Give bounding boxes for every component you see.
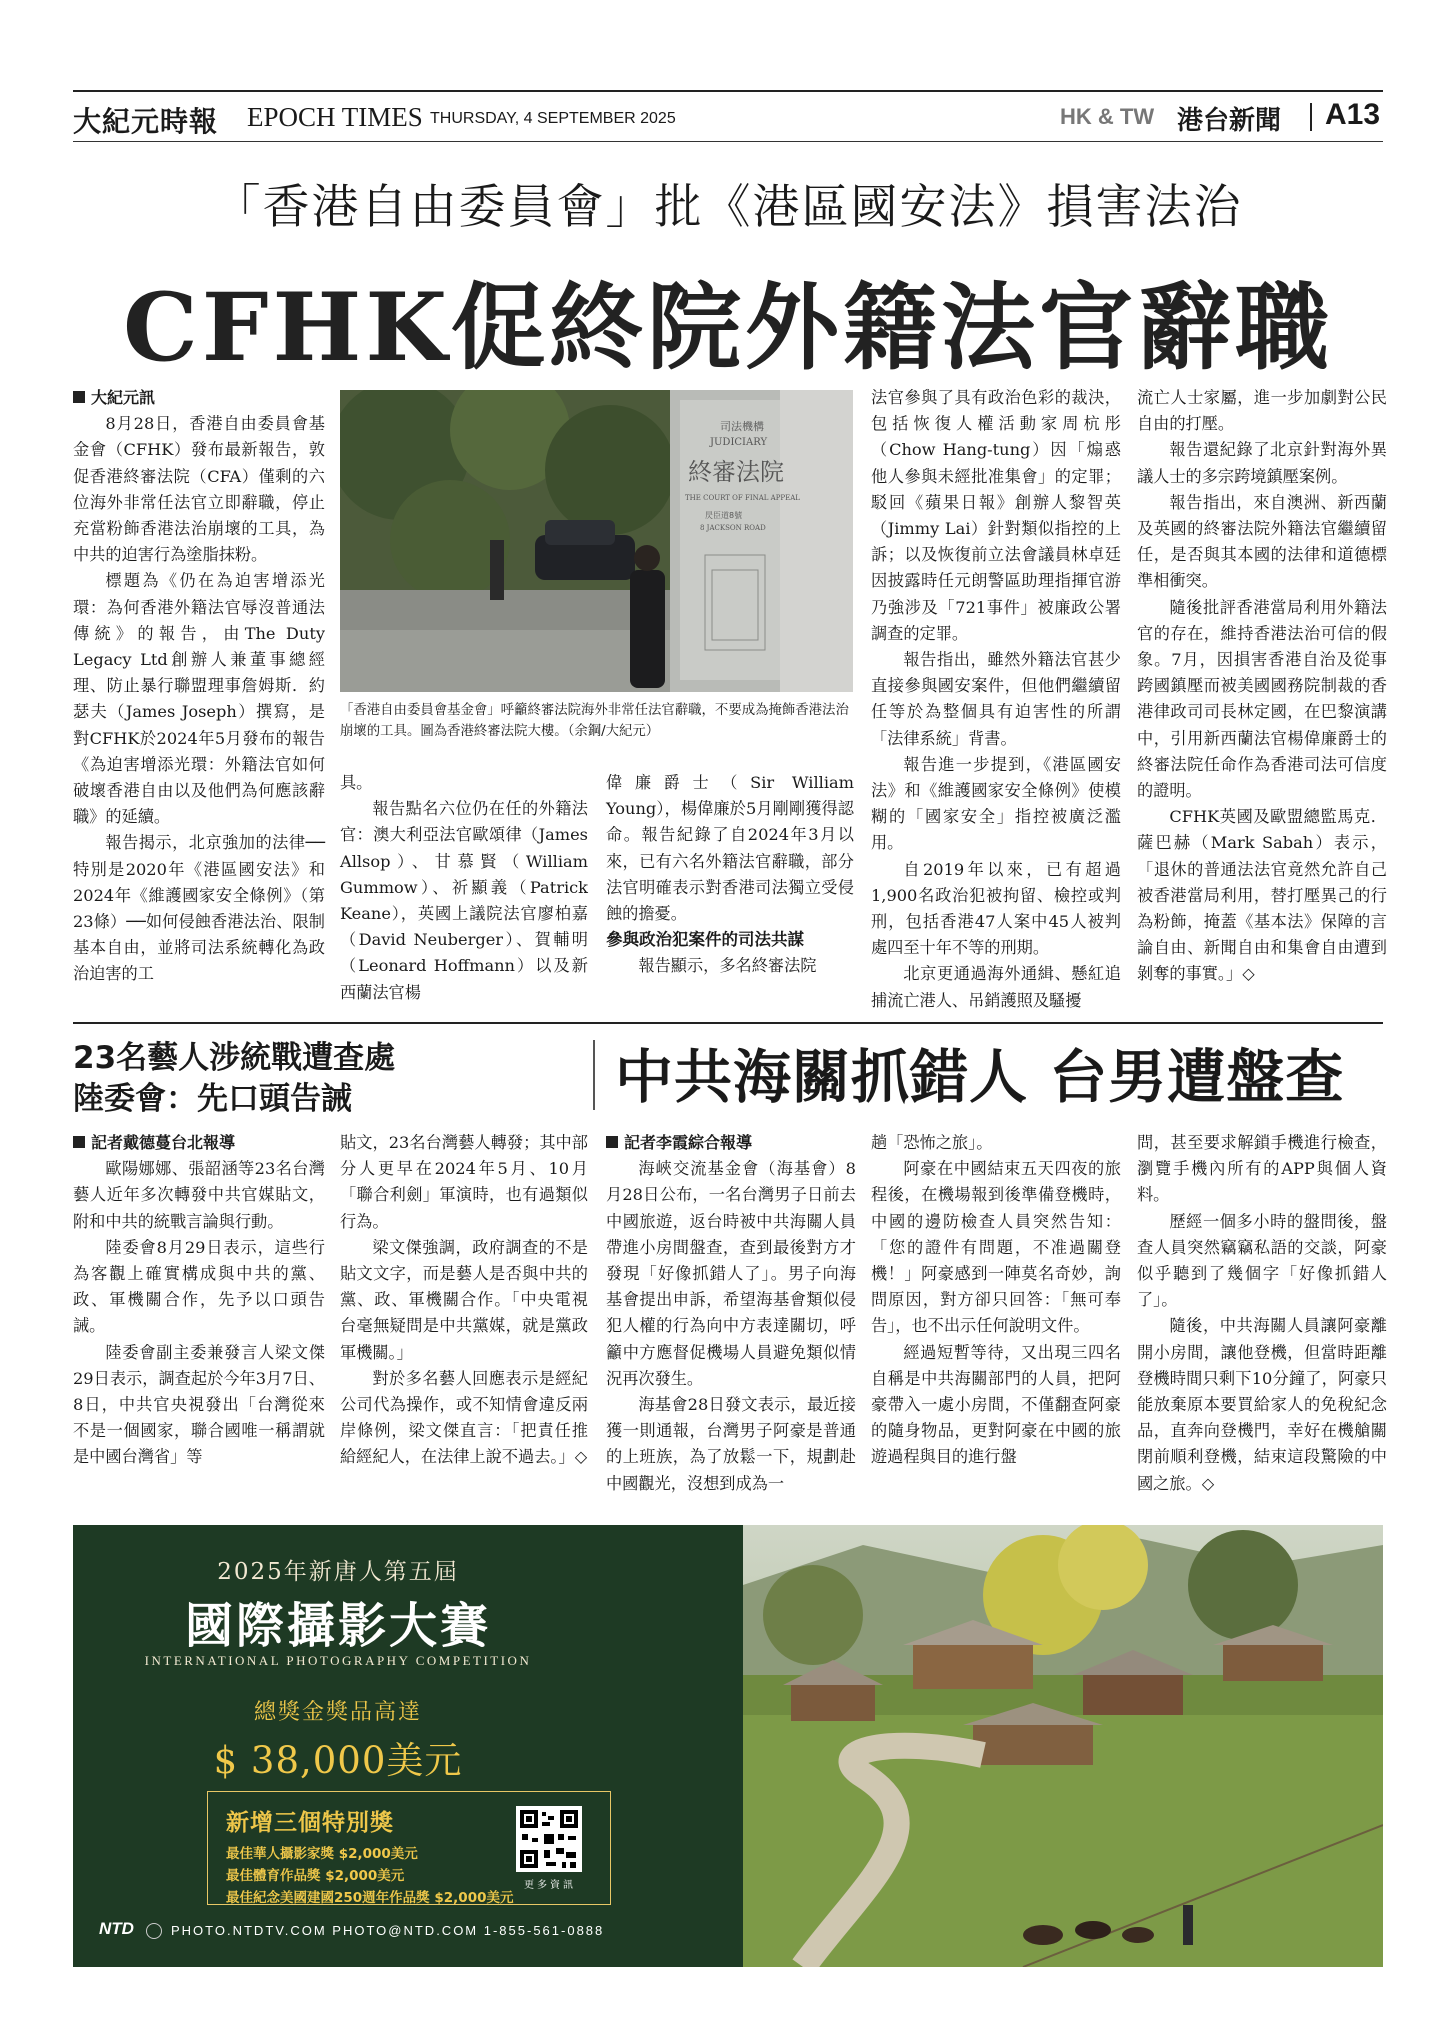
page-number: A13 (1325, 98, 1381, 131)
ad-prize-amount: $ 38,000美元 (213, 1739, 463, 1782)
ntd-logo: NTD (99, 1919, 134, 1938)
ad-title-english: INTERNATIONAL PHOTOGRAPHY COMPETITION (144, 1653, 532, 1668)
issue-date: THURSDAY, 4 SEPTEMBER 2025 (430, 110, 676, 127)
sign-addr-en: 8 JACKSON ROAD (700, 524, 766, 532)
article1-subheadline: 「香港自由委員會」批《港區國安法》損害法治 (213, 180, 1243, 235)
photography-competition-ad[interactable] (73, 1525, 1383, 1967)
ad-contact[interactable]: PHOTO.NTDTV.COM PHOTO@NTD.COM 1-855-561-0888 (171, 1923, 605, 1938)
sign-zh-main: 終審法院 (688, 458, 784, 486)
section-english: HK & TW (1060, 104, 1155, 129)
article3-column-3 (1137, 1130, 1387, 1497)
paragraph: 問，甚至要求解鎖手機進行檢查，瀏覽手機內所有的APP與個人資料。 (1137, 1133, 1387, 1205)
paragraph: 貼文，23名台灣藝人轉發；其中部分人更早在2024年5月、10月「聯合利劍」軍演時，也有過類似行為。 (340, 1133, 588, 1231)
paragraph: 報告顯示，多名終審法院 (638, 956, 817, 976)
paragraph: 海基會28日發文表示，最近接獲一則通報，台灣男子阿豪是普通的上班族，為了放鬆一下，規劃赴中國觀光，沒想到成為一 (606, 1395, 856, 1493)
paragraph: 報告還紀錄了北京針對海外異議人士的多宗跨境鎮壓案例。 (1137, 440, 1387, 486)
article3-byline-text: 記者李霞綜合報導 (624, 1133, 753, 1152)
byline-square-icon (73, 391, 85, 403)
paragraph: 阿豪在中國結束五天四夜的旅程後，在機場報到後準備登機時，中國的邊防檢查人員突然告知：「您的證件有問題，不准過關登機！」阿豪感到一陣莫名奇妙，詢問原因，對方卻只回答：「無可奉告」，也不出示任何說明文件。 (871, 1159, 1121, 1336)
paragraph: 具。 (340, 773, 373, 792)
paragraph: 報告指出，雖然外籍法官甚少直接參與國安案件，但他們繼續留任等於為整個具有迫害性的所謂「法律系統」背書。 (871, 650, 1121, 748)
paragraph: 標題為《仍在為迫害增添光環：為何香港外籍法官辱沒普通法傳統》的報告，由The Duty Legacy Ltd創辦人兼董事總經理、防止暴行聯盟理事詹姆斯．約瑟夫（James Joseph）撰寫，是對CFHK於2024年5月發布的報告《為迫害增添光環：外籍法官如何破壞香港自由以及他們為何應該辭職》的延續。 (73, 571, 325, 827)
masthead-english: EPOCH TIMES (247, 102, 423, 132)
section-chinese: 港台新聞 (1177, 106, 1282, 136)
article2-column-2 (340, 1130, 588, 1471)
article1-column-3 (606, 770, 854, 980)
ad-prize-label: 總獎金獎品高達 (253, 1700, 422, 1725)
byline-square-icon (73, 1136, 85, 1148)
byline-square-icon (606, 1136, 618, 1148)
paragraph: 報告揭示，北京強加的法律──特別是2020年《港區國安法》和2024年《維護國家安全條例》（第23條）──如何侵蝕香港法治、限制基本自由，並將司法系統轉化為政治迫害的工 (73, 833, 325, 984)
ad-award-item: 最佳體育作品獎 $2,000美元 (226, 1868, 405, 1884)
ad-special-awards-box (207, 1791, 611, 1905)
paragraph: 報告點名六位仍在任的外籍法官：澳大利亞法官歐頌律（James Allsop）、甘慕賢（William Gummow）、祈顯義（Patrick Keane），英國上議院法官廖柏嘉（David Neuberger）、賀輔明（Leonard Hoffmann）以及新西蘭法官楊 (340, 799, 588, 1002)
article2-byline-text: 記者戴德蔓台北報導 (91, 1133, 236, 1152)
paragraph: CFHK英國及歐盟總監馬克．薩巴赫（Mark Sabah）表示，「退休的普通法法官竟然允許自己被香港當局利用，替打壓異己的行為粉飾，掩蓋《基本法》保障的言論自由、新聞自由和集會自由遭到剝奪的事實。」◇ (1137, 807, 1387, 984)
article3-column-1 (606, 1130, 856, 1497)
header-divider (1310, 103, 1312, 131)
paragraph: 偉廉爵士（Sir William Young），楊偉廉於5月剛剛獲得認命。報告紀錄了自2024年3月以來，已有六名外籍法官辭職，部分法官明確表示對香港司法獨立受侵蝕的擔憂。 (606, 773, 854, 924)
ad-landscape-photo (743, 1525, 1383, 1967)
article2-headline-line2: 陸委會：先口頭告誡 (73, 1081, 352, 1117)
article1-column-4 (871, 385, 1121, 1014)
paragraph: 海峽交流基金會（海基會）8月28日公布，一名台灣男子日前去中國旅遊，返台時被中共海關人員帶進小房間盤查，查到最後對方才發現「好像抓錯人了」。男子向海基會提出申訴，希望海基會類似侵犯人權的行為向中方表達關切，呼籲中方應督促機場人員避免類似情況再次發生。 (606, 1159, 856, 1388)
paragraph: 經過短暫等待，又出現三四名自稱是中共海關部門的人員，把阿豪帶入一處小房間，不僅翻查阿豪的隨身物品，更對阿豪在中國的旅遊過程與目的進行盤 (871, 1342, 1121, 1467)
sign-en-top: JUDICIARY (710, 437, 768, 448)
section-divider (73, 1022, 1383, 1024)
article1-column-1 (73, 385, 325, 988)
ad-text-panel (73, 1525, 743, 1967)
paragraph: 流亡人士家屬，進一步加劇對公民自由的打壓。 (1137, 388, 1387, 434)
paragraph: 歷經一個多小時的盤問後，盤查人員突然竊竊私語的交談，阿豪似乎聽到了幾個字「好像抓錯人了」。 (1137, 1211, 1387, 1310)
globe-icon (146, 1923, 162, 1939)
ad-award-item: 最佳紀念美國建國250週年作品獎 $2,000美元 (226, 1890, 514, 1906)
paragraph: 隨後，中共海關人員讓阿豪離開小房間，讓他登機，但當時距離登機時間只剩下10分鐘了，阿豪只能放棄原本要買給家人的免稅紀念品，直奔向登機門，幸好在機艙關閉前順利登機，結束這段驚險的中國之旅。◇ (1137, 1316, 1387, 1493)
ad-box-title: 新增三個特別獎 (226, 1810, 394, 1836)
sign-addr-zh: 昃臣道8號 (705, 511, 743, 520)
paragraph: 對於多名藝人回應表示是經紀公司代為操作，或不知情會違反兩岸條例，梁文傑直言：「把責任推給經紀人，在法律上說不過去。」◇ (340, 1368, 588, 1467)
paragraph: 北京更通過海外通緝、懸紅追捕流亡港人、吊銷護照及騷擾 (871, 964, 1121, 1010)
paragraph: 陸委會副主委兼發言人梁文傑29日表示，調查起於今年3月7日、8日，中共官央視發出「台灣從來不是一個國家，聯合國唯一稱謂就是中國台灣省」等 (73, 1342, 325, 1467)
top-rule (73, 90, 1383, 92)
article1-byline (73, 385, 325, 411)
article1-column-5 (1137, 385, 1387, 988)
article1-column-2 (340, 770, 588, 1006)
article2-column-1 (73, 1130, 325, 1471)
paragraph: 陸委會8月29日表示，這些行為客觀上確實構成與中共的黨、政、軍機關合作，先予以口頭告誡。 (73, 1237, 325, 1336)
article1-headline: CFHK促終院外籍法官辭職 (122, 273, 1334, 383)
ad-title-small: 2025年新唐人第五屆 (217, 1559, 459, 1585)
paragraph: 報告進一步提到，《港區國安法》和《維護國家安全條例》使模糊的「國家安全」指控被廣泛濫用。 (871, 754, 1121, 853)
article2-headline-line1: 23名藝人涉統戰遭查處 (73, 1040, 396, 1076)
article2-byline (73, 1130, 325, 1156)
sign-en-main: THE COURT OF FINAL APPEAL (685, 494, 800, 502)
qr-label: 更多資訊 (524, 1880, 576, 1891)
article3-headline: 中共海關抓錯人 台男遭盤查 (615, 1043, 1345, 1111)
header-rule (73, 141, 1383, 142)
ad-title-big: 國際攝影大賽 (184, 1598, 491, 1654)
article1-inline-subhead: 參與政治犯案件的司法共謀 (606, 930, 804, 950)
sign-zh-top: 司法機構 (720, 420, 764, 433)
paragraph: 趟「恐怖之旅」。 (871, 1133, 993, 1152)
article2-headline (73, 1038, 395, 1120)
photo-caption: 「香港自由委員會基金會」呼籲終審法院海外非常任法官辭職，不要成為掩飾香港法治崩壞的工具。圖為香港終審法院大樓。（余鋼/大紀元） (340, 703, 849, 739)
paragraph: 自2019年以來，已有超過1,900名政治犯被拘留、檢控或判刑，包括香港47人案中45人被判處四至十年不等的刑期。 (871, 859, 1121, 958)
qr-code-icon[interactable] (516, 1806, 582, 1872)
ad-award-item: 最佳華人攝影家獎 $2,000美元 (226, 1846, 418, 1862)
paragraph: 歐陽娜娜、張韶涵等23名台灣藝人近年多次轉發中共官媒貼文，附和中共的統戰言論與行動。 (73, 1159, 325, 1231)
court-of-final-appeal-photo (340, 390, 853, 692)
masthead-chinese: 大紀元時報 (73, 105, 219, 138)
paragraph: 梁文傑強調，政府調查的不是貼文文字，而是藝人是否與中共的黨、政、軍機關合作。「中央電視台毫無疑問是中共黨媒，就是黨政軍機關。」 (340, 1237, 588, 1362)
paragraph: 報告指出，來自澳洲、新西蘭及英國的終審法院外籍法官繼續留任，是否與其本國的法律和道德標準相衝突。 (1137, 492, 1387, 591)
paragraph: 8月28日，香港自由委員會基金會（CFHK）發布最新報告，敦促香港終審法院（CFA）僅剩的六位海外非常任法官立即辭職，停止充當粉飾香港法治崩壞的工具，為中共的迫害行為塗脂抹粉。 (73, 414, 325, 565)
headline-divider (593, 1040, 595, 1110)
article3-column-2 (871, 1130, 1121, 1471)
paragraph: 法官參與了具有政治色彩的裁決，包括恢復人權活動家周杭彤（Chow Hang-tung）因「煽惑他人參與未經批准集會」的定罪；駁回《蘋果日報》創辦人黎智英（Jimmy Lai）針對類似指控的上訴；以及恢復前立法會議員林卓廷因披露時任元朗警區助理指揮官游乃強涉及「721事件」被廉政公署調查的定罪。 (871, 388, 1121, 643)
article3-byline (606, 1130, 856, 1156)
paragraph: 隨後批評香港當局利用外籍法官的存在，維持香港法治可信的假象。7月，因損害香港自治及從事跨國鎮壓而被美國國務院制裁的香港律政司司長林定國，在巴黎演講中，引用新西蘭法官楊偉廉爵士的終審法院任命作為香港司法可信度的證明。 (1137, 597, 1387, 801)
article1-byline-text: 大紀元訊 (91, 388, 156, 407)
